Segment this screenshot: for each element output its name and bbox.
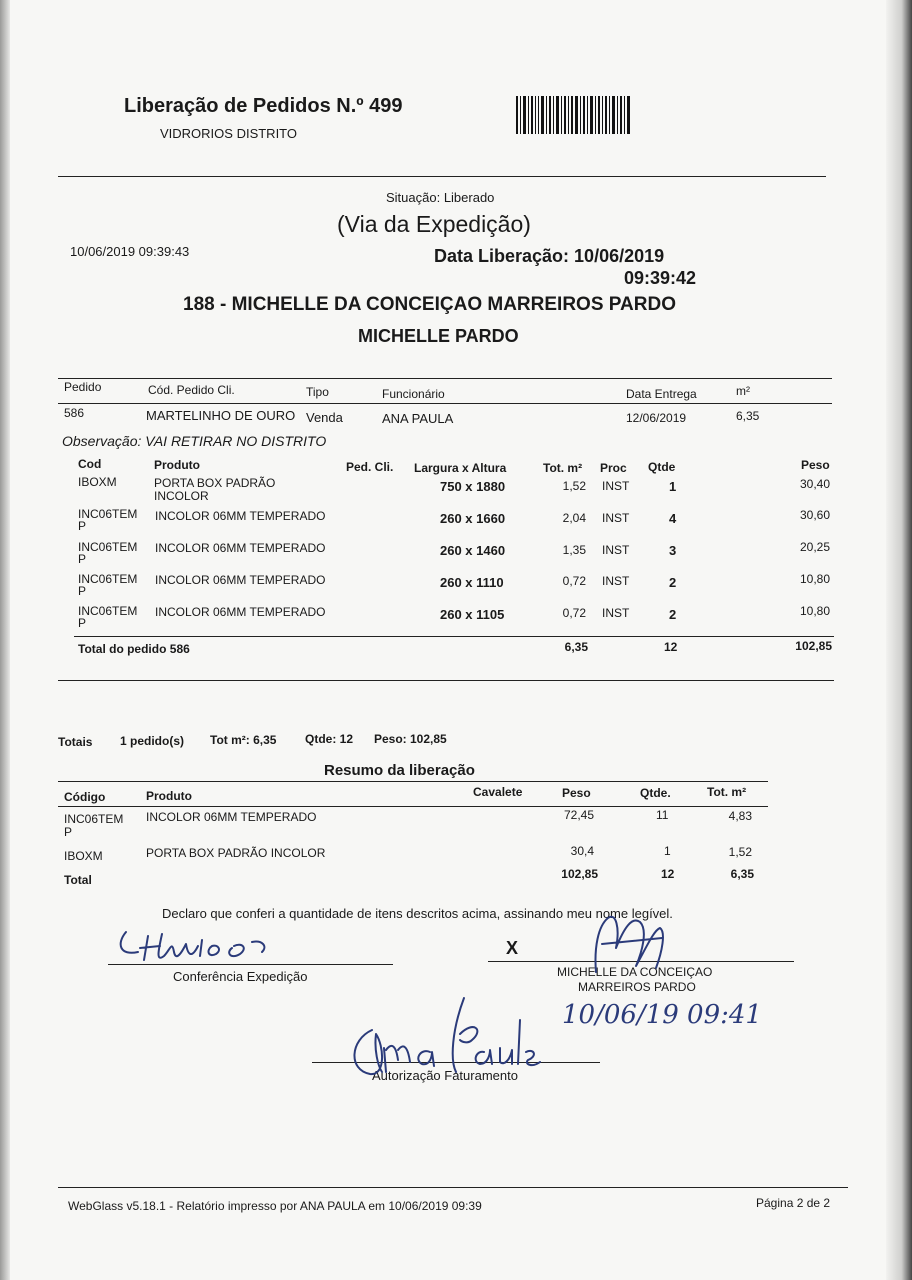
order-total-m2: 6,35	[564, 640, 588, 654]
order-tipo: Venda	[306, 410, 343, 425]
order-total-qtde: 12	[664, 640, 678, 654]
sum-th-codigo: Código	[64, 790, 106, 804]
sum-cell-produto: PORTA BOX PADRÃO INCOLOR	[146, 846, 326, 860]
cell-qtde: 4	[669, 511, 677, 526]
cell-dims: 260 x 1105	[440, 607, 505, 622]
barcode-image	[516, 96, 632, 134]
sum-th-cavalete: Cavalete	[473, 785, 523, 799]
autorizacao-signature	[344, 990, 544, 1090]
divider	[58, 176, 826, 177]
client-signature-name-1: MICHELLE DA CONCEIÇAO	[557, 965, 713, 979]
totals-pedidos: 1 pedido(s)	[120, 734, 185, 748]
th-ped-cli: Ped. Cli.	[346, 460, 394, 474]
summary-title: Resumo da liberação	[324, 762, 475, 779]
sum-th-qtde: Qtde.	[640, 786, 671, 800]
divider	[58, 378, 832, 379]
printed-timestamp: 10/06/2019 09:39:43	[70, 244, 190, 259]
cell-dims: 260 x 1660	[440, 511, 506, 526]
cell-qtde: 2	[669, 607, 677, 622]
order-number: 586	[64, 406, 85, 420]
cell-cod: INC06TEM	[78, 540, 138, 554]
cell-proc: INST	[602, 574, 630, 588]
sum-total-qtde: 12	[661, 867, 675, 881]
sum-cell-tot: 4,83	[728, 809, 752, 823]
sum-th-tot-m2: Tot. m²	[707, 785, 747, 799]
cell-proc: INST	[602, 511, 630, 525]
sum-cell-peso: 72,45	[563, 808, 594, 822]
cell-produto: PORTA BOX PADRÃO	[154, 476, 276, 490]
page-edge-shadow-right	[886, 0, 912, 1280]
divider	[58, 1187, 848, 1188]
conferencia-label: Conferência Expedição	[173, 969, 308, 984]
sum-total-label: Total	[64, 873, 92, 887]
client-short-name: MICHELLE PARDO	[358, 326, 519, 346]
cell-tot-m2: 1,35	[562, 543, 586, 557]
th-proc: Proc	[600, 461, 627, 475]
signature-mark: X	[506, 938, 519, 958]
cell-tot-m2: 0,72	[562, 606, 586, 620]
page-edge-shadow	[0, 0, 10, 1280]
sum-cell-codigo: INC06TEM	[64, 812, 124, 826]
th-tot-m2: Tot. m²	[543, 461, 583, 475]
declaration-text: Declaro que conferi a quantidade de itens descritos acima, assinando meu nome legível.	[162, 906, 673, 921]
cell-qtde: 3	[669, 543, 677, 558]
autorizacao-label: Autorização Faturamento	[372, 1068, 518, 1083]
cell-tot-m2: 1,52	[562, 479, 586, 493]
document-title: Liberação de Pedidos N.º 499	[124, 95, 403, 117]
sum-cell-tot: 1,52	[728, 845, 752, 859]
totals-peso: Peso: 102,85	[374, 732, 447, 746]
sum-total-tot: 6,35	[730, 867, 754, 881]
client-name: 188 - MICHELLE DA CONCEIÇAO MARREIROS PARDO	[183, 294, 676, 315]
situation-text: Situação: Liberado	[386, 190, 495, 205]
order-data-entrega: 12/06/2019	[626, 411, 687, 425]
order-total-peso: 102,85	[795, 639, 832, 653]
th-peso: Peso	[801, 458, 830, 472]
totals-label: Totais	[58, 735, 93, 749]
cell-peso: 30,40	[799, 477, 830, 491]
footer-text: WebGlass v5.18.1 - Relatório impresso por ANA PAULA em 10/06/2019 09:39	[68, 1199, 482, 1213]
totals-m2: Tot m²: 6,35	[210, 733, 277, 747]
cell-produto-line2: INCOLOR	[154, 489, 209, 503]
cell-proc: INST	[602, 479, 630, 493]
order-cod-cli: MARTELINHO DE OURO	[146, 408, 296, 423]
cell-proc: INST	[602, 606, 630, 620]
cell-peso: 10,80	[799, 604, 830, 618]
cell-cod-line2: P	[78, 552, 87, 566]
handwritten-date: 10/06/19 09:41	[562, 1000, 762, 1030]
release-time: 09:39:42	[623, 268, 696, 288]
sum-cell-produto: INCOLOR 06MM TEMPERADO	[146, 810, 317, 824]
sum-cell-peso: 30,4	[570, 844, 594, 858]
divider	[58, 403, 832, 404]
col-m2: m²	[736, 384, 750, 398]
th-qtde: Qtde	[648, 460, 676, 474]
divider	[74, 636, 834, 637]
th-produto: Produto	[154, 458, 200, 472]
client-signature	[590, 908, 670, 978]
cell-produto: INCOLOR 06MM TEMPERADO	[155, 605, 326, 619]
divider	[58, 680, 834, 681]
col-funcionario: Funcionário	[382, 387, 445, 401]
th-cod: Cod	[78, 457, 102, 471]
divider	[58, 781, 768, 782]
cell-produto: INCOLOR 06MM TEMPERADO	[155, 573, 326, 587]
cell-cod: IBOXM	[78, 475, 117, 489]
sum-total-peso: 102,85	[561, 867, 598, 881]
cell-qtde: 1	[669, 479, 677, 494]
col-data-entrega: Data Entrega	[626, 387, 697, 401]
col-cod-cli: Cód. Pedido Cli.	[148, 383, 235, 397]
cell-cod: INC06TEM	[78, 572, 138, 586]
sum-cell-codigo-line2: P	[64, 825, 73, 839]
company-name: VIDRORIOS DISTRITO	[160, 126, 297, 141]
sum-cell-qtde: 1	[664, 844, 671, 858]
cell-cod-line2: P	[78, 519, 87, 533]
cell-produto: INCOLOR 06MM TEMPERADO	[155, 509, 326, 523]
page-number: Página 2 de 2	[756, 1196, 831, 1210]
cell-tot-m2: 0,72	[562, 574, 586, 588]
order-observation: Observação: VAI RETIRAR NO DISTRITO	[62, 433, 327, 449]
col-pedido: Pedido	[64, 380, 102, 394]
totals-qtde: Qtde: 12	[305, 732, 354, 746]
sum-th-produto: Produto	[146, 789, 192, 803]
sum-cell-qtde: 11	[656, 808, 669, 822]
cell-cod: INC06TEM	[78, 507, 138, 521]
cell-peso: 10,80	[799, 572, 830, 586]
cell-produto: INCOLOR 06MM TEMPERADO	[155, 541, 326, 555]
cell-peso: 30,60	[799, 508, 830, 522]
sum-cell-codigo: IBOXM	[64, 849, 103, 863]
col-tipo: Tipo	[306, 385, 329, 399]
cell-dims: 260 x 1110	[440, 575, 504, 590]
cell-cod: INC06TEM	[78, 604, 138, 618]
cell-qtde: 2	[669, 575, 677, 590]
via-title: (Via da Expedição)	[337, 211, 531, 237]
sum-th-peso: Peso	[562, 786, 591, 800]
order-funcionario: ANA PAULA	[382, 411, 454, 426]
order-total-label: Total do pedido 586	[78, 642, 190, 656]
cell-proc: INST	[602, 543, 630, 557]
cell-peso: 20,25	[799, 540, 830, 554]
cell-dims: 260 x 1460	[440, 543, 506, 558]
client-signature-name-2: MARREIROS PARDO	[578, 980, 696, 994]
divider	[58, 806, 768, 807]
conferencia-signature	[112, 922, 282, 974]
cell-cod-line2: P	[78, 616, 87, 630]
order-m2: 6,35	[736, 409, 760, 423]
cell-cod-line2: P	[78, 584, 87, 598]
cell-tot-m2: 2,04	[562, 511, 586, 525]
th-dims: Largura x Altura	[414, 461, 507, 475]
cell-dims: 750 x 1880	[440, 479, 506, 494]
release-date: Data Liberação: 10/06/2019	[434, 246, 665, 266]
